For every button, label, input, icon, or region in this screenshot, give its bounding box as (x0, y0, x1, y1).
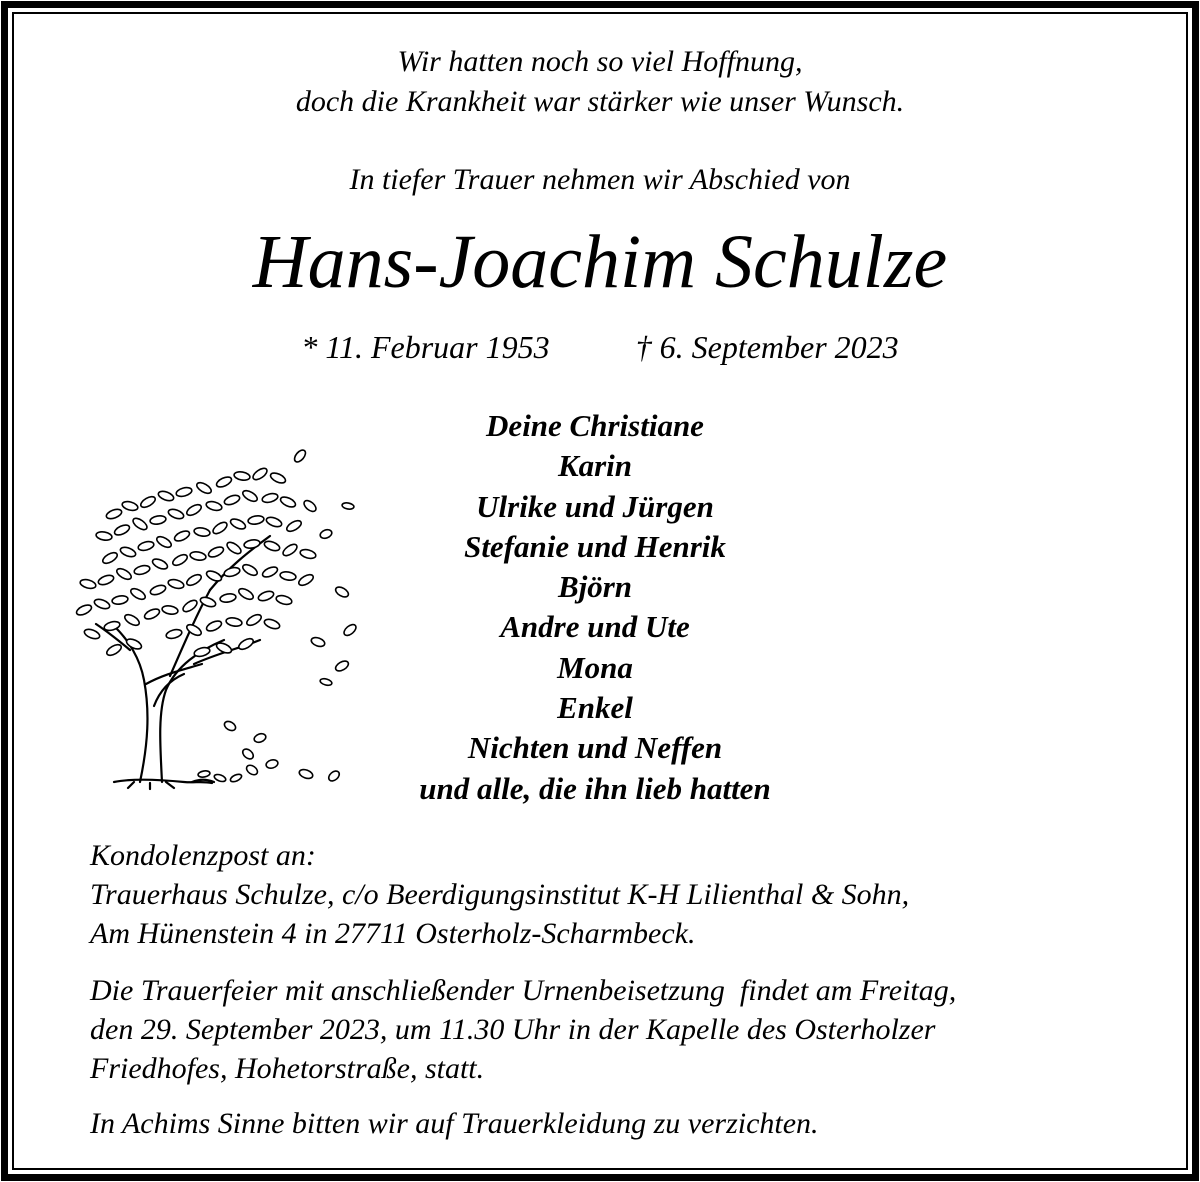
birth-date: * 11. Februar 1953 (301, 329, 550, 365)
motto-line-1: Wir hatten noch so viel Hoffnung, (397, 45, 803, 78)
mourner-line: Karin (557, 448, 633, 484)
intro-text: In tiefer Trauer nehmen wir Abschied von (349, 163, 851, 196)
motto-line-2: doch die Krankheit war stärker wie unser Wunsch. (295, 85, 905, 118)
deceased-name: Hans-Joachim Schulze (252, 220, 948, 304)
condolence-line-1: Trauerhaus Schulze, c/o Beerdigungsinstitut K-H Lilienthal & Sohn, (90, 878, 910, 911)
mourner-line: Björn (557, 569, 633, 605)
mourner-line: Deine Christiane (486, 408, 704, 443)
mourner-line: Andre und Ute (500, 609, 690, 645)
funeral-line-3: Friedhofes, Hohetorstraße, statt. (90, 1052, 485, 1085)
mourners-list (295, 406, 895, 809)
life-dates (0, 326, 1200, 368)
funeral-notice (90, 971, 1150, 1088)
funeral-line-2: den 29. September 2023, um 11.30 Uhr in der Kapelle des Osterholzer (90, 1013, 936, 1046)
condolence-address (90, 836, 1150, 953)
dress-request: In Achims Sinne bitten wir auf Trauerkleidung zu verzichten. (90, 1107, 819, 1140)
mourner-line: Nichten und Neffen (467, 730, 723, 766)
mourner-line: Mona (557, 649, 633, 685)
mourner-line: Ulrike und Jürgen (476, 488, 714, 524)
condolence-heading: Kondolenzpost an: (90, 839, 316, 872)
mourner-line: Stefanie und Henrik (464, 528, 726, 564)
death-date: † 6. September 2023 (635, 329, 899, 365)
mourner-line: Enkel (557, 690, 633, 726)
mourner-line: und alle, die ihn lieb hatten (419, 770, 771, 806)
motto (0, 42, 1200, 122)
funeral-line-1: Die Trauerfeier mit anschließender Urnenbeisetzung findet am Freitag, (90, 974, 957, 1007)
condolence-line-2: Am Hünenstein 4 in 27711 Osterholz-Scharmbeck. (90, 917, 696, 950)
